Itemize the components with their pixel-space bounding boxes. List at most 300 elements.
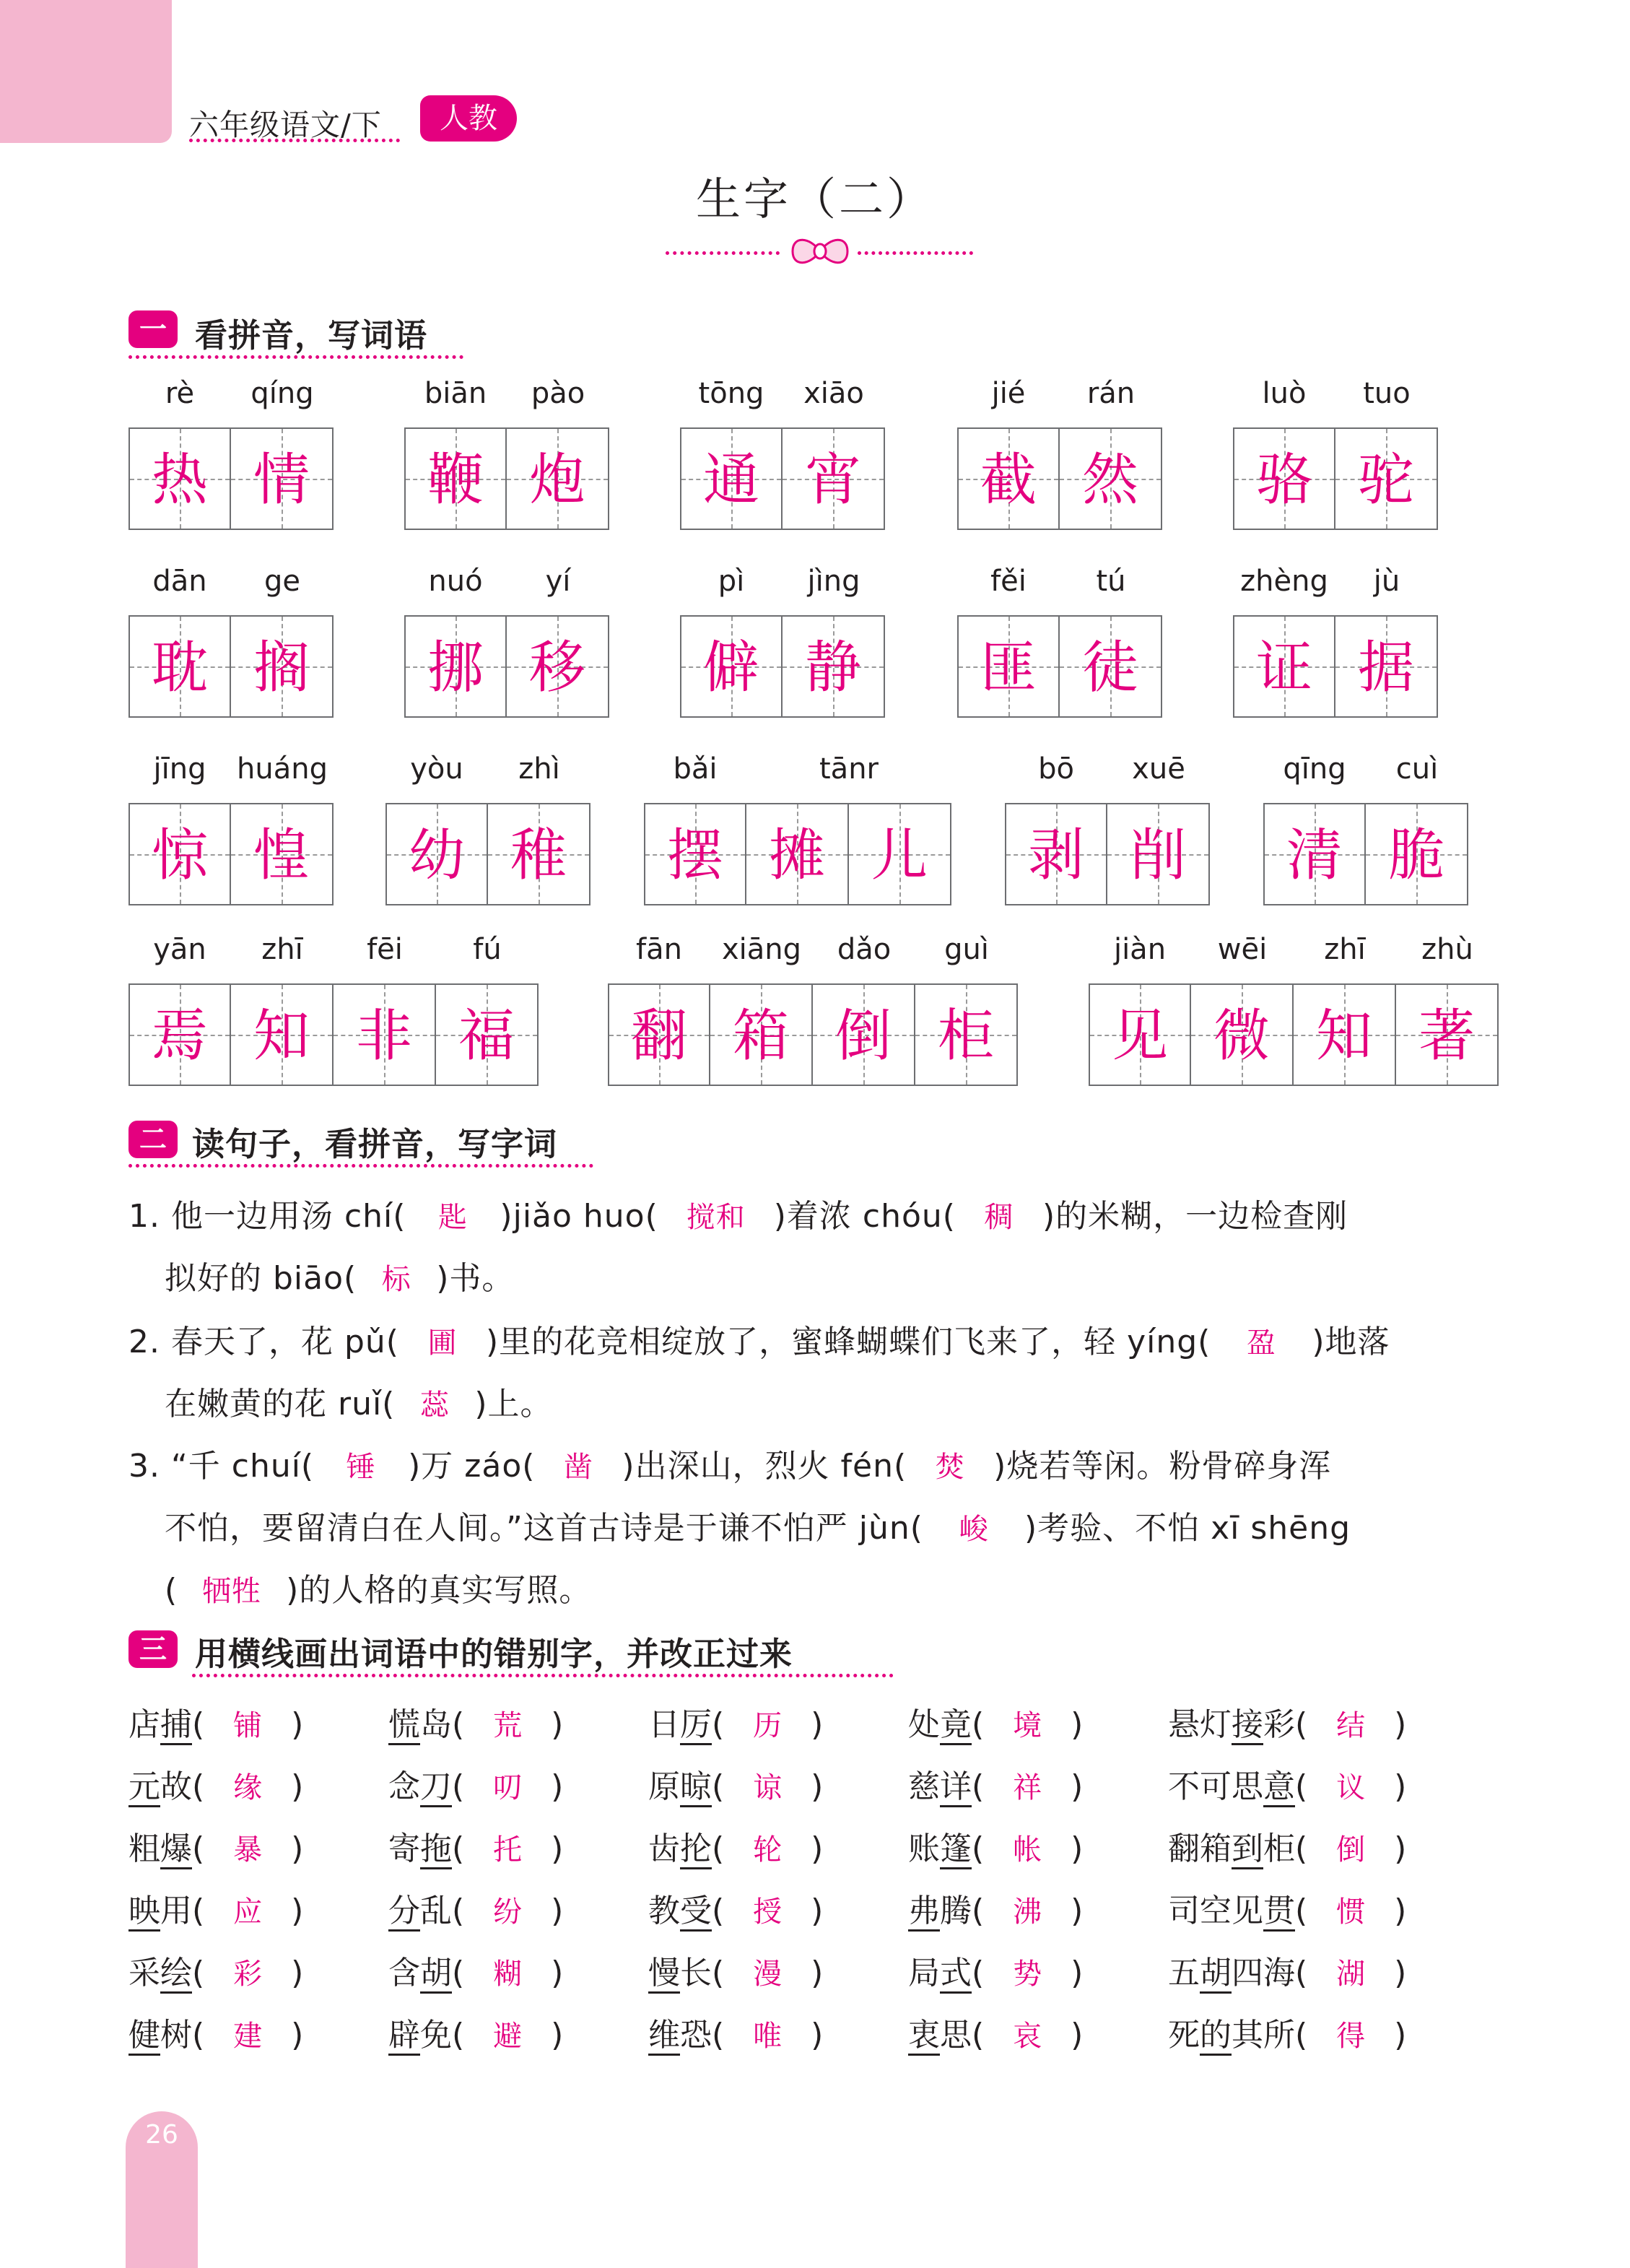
- open-paren: (: [712, 1706, 725, 1743]
- pinyin-label: tú: [1096, 565, 1126, 598]
- word-text: 不可思: [1168, 1768, 1263, 1805]
- wrong-character[interactable]: 刀: [420, 1768, 452, 1807]
- tianzige-cell[interactable]: [488, 803, 590, 905]
- answer-blank[interactable]: 稠: [984, 1201, 1014, 1234]
- typo-item: [388, 1698, 563, 1745]
- tianzige-cell[interactable]: [1263, 803, 1366, 905]
- tianzige-cell[interactable]: [231, 983, 334, 1086]
- wrong-character[interactable]: 受: [680, 1893, 712, 1932]
- correction-blank[interactable]: 暴: [233, 1833, 263, 1867]
- tianzige-cell[interactable]: [915, 983, 1018, 1086]
- answer-character: 箱: [732, 1004, 789, 1069]
- wrong-character[interactable]: 维: [648, 2017, 680, 2056]
- wrong-character[interactable]: 贯: [1263, 1893, 1295, 1932]
- pinyin-label: bǎi: [673, 752, 718, 786]
- tianzige-word-box: [644, 803, 951, 905]
- wrong-character[interactable]: 弗: [908, 1893, 940, 1932]
- tianzige-cell[interactable]: [680, 615, 783, 718]
- correction-blank[interactable]: 叨: [493, 1771, 523, 1804]
- pinyin-label: pào: [531, 377, 585, 410]
- word-text: 悬灯: [1168, 1706, 1232, 1743]
- section2-title: 读句子，看拼音，写字词: [192, 1125, 558, 1163]
- sentence-text: )出深山，烈火 fén(: [622, 1448, 907, 1485]
- typo-item: [388, 1947, 563, 1993]
- pinyin-label: guì: [944, 933, 989, 966]
- wrong-character[interactable]: 胡: [420, 1955, 452, 1994]
- typo-item: [128, 1698, 303, 1745]
- tianzige-cell[interactable]: [385, 803, 488, 905]
- open-paren: (: [972, 1706, 985, 1743]
- answer-character: 摊: [768, 823, 825, 888]
- open-paren: (: [192, 1768, 205, 1805]
- answer-character: 然: [1081, 448, 1138, 513]
- correction-blank[interactable]: 彩: [233, 1958, 263, 1991]
- open-paren: (: [452, 1830, 465, 1867]
- close-paren: ): [1394, 1955, 1407, 1991]
- wrong-character[interactable]: 到: [1232, 1830, 1263, 1869]
- tianzige-cell[interactable]: [957, 427, 1060, 530]
- title-dots-right: [858, 251, 973, 255]
- pinyin-label: qíng: [250, 377, 314, 410]
- wrong-character[interactable]: 爆: [160, 1830, 192, 1869]
- answer-character: 福: [458, 1004, 515, 1069]
- correction-blank[interactable]: 沸: [1013, 1895, 1042, 1929]
- wrong-character[interactable]: 绘: [160, 1955, 192, 1994]
- correction-blank[interactable]: 托: [493, 1833, 523, 1867]
- close-paren: ): [1071, 1768, 1084, 1805]
- answer-blank[interactable]: 牺牲: [202, 1575, 262, 1608]
- typo-item: [128, 1885, 303, 1931]
- sentence-text: )万 záo(: [408, 1448, 536, 1485]
- close-paren: ): [1394, 1706, 1407, 1743]
- section3-badge: 三: [128, 1630, 178, 1668]
- tianzige-cell[interactable]: [404, 427, 507, 530]
- wrong-character[interactable]: 式: [940, 1955, 972, 1994]
- wrong-character[interactable]: 分: [388, 1893, 420, 1932]
- close-paren: ): [291, 1893, 304, 1929]
- grade-label: 六年级语文/下: [189, 108, 382, 142]
- sentence-line: [128, 1440, 1331, 1486]
- word-text: 原: [648, 1768, 680, 1805]
- open-paren: (: [712, 2017, 725, 2054]
- answer-blank[interactable]: 搅和: [686, 1201, 746, 1234]
- sentence-text: 在嫩黄的花 ruǐ(: [165, 1386, 396, 1422]
- close-paren: ): [551, 1830, 564, 1867]
- correction-blank[interactable]: 建: [233, 2020, 263, 2053]
- answer-character: 宵: [804, 448, 861, 513]
- typo-item: [1168, 1760, 1406, 1807]
- word-text: 柜: [1263, 1830, 1295, 1867]
- sentence-text: 拟好的 biāo(: [165, 1260, 357, 1297]
- open-paren: (: [1295, 1893, 1308, 1929]
- wrong-character[interactable]: 拖: [420, 1830, 452, 1869]
- tianzige-cell[interactable]: [1107, 803, 1210, 905]
- tianzige-cell[interactable]: [404, 615, 507, 718]
- correction-blank[interactable]: 结: [1336, 1709, 1366, 1742]
- tianzige-cell[interactable]: [507, 615, 609, 718]
- wrong-character[interactable]: 抡: [680, 1830, 712, 1869]
- correction-blank[interactable]: 哀: [1013, 2020, 1042, 2053]
- close-paren: ): [811, 2017, 824, 2054]
- sentence-line: [165, 1564, 591, 1610]
- tianzige-cell[interactable]: [1335, 427, 1438, 530]
- pinyin-label: bō: [1038, 752, 1074, 786]
- tianzige-cell[interactable]: [644, 803, 746, 905]
- pinyin-label: huáng: [237, 752, 328, 786]
- word-text: 粗: [128, 1830, 160, 1867]
- pinyin-label: fú: [473, 933, 502, 966]
- tianzige-word-box: [404, 615, 609, 718]
- close-paren: ): [811, 1768, 824, 1805]
- word-text: 恐: [680, 2017, 712, 2054]
- tianzige-cell[interactable]: [128, 427, 231, 530]
- tianzige-cell[interactable]: [710, 983, 813, 1086]
- tianzige-cell[interactable]: [1060, 615, 1162, 718]
- wrong-character[interactable]: 的: [1200, 2017, 1232, 2056]
- tianzige-cell[interactable]: [128, 983, 231, 1086]
- close-paren: ): [291, 2017, 304, 2054]
- answer-blank[interactable]: 蕊: [419, 1389, 450, 1422]
- pinyin-label: cuì: [1395, 752, 1439, 786]
- tianzige-cell[interactable]: [231, 427, 334, 530]
- section2-underline: [128, 1164, 593, 1168]
- answer-character: 鞭: [427, 448, 484, 513]
- close-paren: ): [1394, 1830, 1407, 1867]
- word-text: 采: [128, 1955, 160, 1991]
- correction-blank[interactable]: 历: [753, 1709, 783, 1742]
- pinyin-label: wēi: [1217, 933, 1268, 966]
- tianzige-word-box: [128, 427, 334, 530]
- answer-blank[interactable]: 焚: [935, 1451, 965, 1484]
- typo-item: [1168, 2009, 1406, 2055]
- wrong-character[interactable]: 胡: [1200, 1955, 1232, 1994]
- wrong-character[interactable]: 元: [128, 1768, 160, 1807]
- correction-blank[interactable]: 荒: [493, 1709, 523, 1742]
- answer-character: 据: [1357, 635, 1414, 700]
- correction-blank[interactable]: 势: [1013, 1958, 1042, 1991]
- sentence-text: )地落: [1312, 1324, 1390, 1360]
- typo-item: [1168, 1947, 1406, 1993]
- answer-character: 焉: [151, 1004, 208, 1069]
- tianzige-word-box: [680, 427, 885, 530]
- sentence-text: )书。: [436, 1260, 515, 1297]
- pinyin-label: dān: [152, 565, 207, 598]
- word-text: 翻箱: [1168, 1830, 1232, 1867]
- publisher-badge: 人教: [420, 95, 517, 142]
- pinyin-label: rán: [1086, 377, 1136, 410]
- answer-character: 挪: [427, 635, 484, 700]
- wrong-character[interactable]: 慌: [388, 1706, 420, 1745]
- answer-character: 清: [1286, 823, 1343, 888]
- sentence-line: [165, 1502, 1351, 1548]
- answer-character: 匪: [980, 635, 1037, 700]
- tianzige-cell[interactable]: [783, 615, 885, 718]
- word-text: 日: [648, 1706, 680, 1743]
- tianzige-cell[interactable]: [334, 983, 436, 1086]
- word-text: 腾: [940, 1893, 972, 1929]
- open-paren: (: [972, 1955, 985, 1991]
- tianzige-cell[interactable]: [436, 983, 539, 1086]
- section1-title: 看拼音，写词语: [195, 316, 428, 355]
- close-paren: ): [291, 1955, 304, 1991]
- pinyin-label: jīng: [153, 752, 206, 786]
- open-paren: (: [192, 1955, 205, 1991]
- typo-item: [128, 1947, 303, 1993]
- answer-character: 通: [702, 448, 759, 513]
- wrong-character[interactable]: 健: [128, 2017, 160, 2056]
- sentence-text: )上。: [474, 1386, 553, 1422]
- correction-blank[interactable]: 应: [233, 1895, 263, 1929]
- answer-blank[interactable]: 标: [381, 1263, 411, 1296]
- typo-item: [648, 1698, 823, 1745]
- tianzige-word-box: [128, 983, 539, 1086]
- pinyin-label: yí: [545, 565, 571, 598]
- wrong-character[interactable]: 竟: [940, 1706, 972, 1745]
- sentence-text: )的米糊，一边检查刚: [1042, 1198, 1348, 1235]
- tianzige-word-box: [680, 615, 885, 718]
- word-text: 树: [160, 2017, 192, 2054]
- pinyin-label: luò: [1262, 377, 1307, 410]
- section3-title: 用横线画出词语中的错别字，并改正过来: [195, 1635, 793, 1673]
- tianzige-cell[interactable]: [231, 803, 334, 905]
- wrong-character[interactable]: 详: [940, 1768, 972, 1807]
- typo-item: [388, 1822, 563, 1869]
- typo-item: [1168, 1885, 1406, 1931]
- answer-blank[interactable]: 锤: [346, 1451, 376, 1484]
- tianzige-cell[interactable]: [1089, 983, 1191, 1086]
- answer-blank[interactable]: 匙: [437, 1201, 468, 1234]
- word-text: 故: [160, 1768, 192, 1805]
- tianzige-word-box: [1089, 983, 1499, 1086]
- answer-character: 倒: [834, 1004, 892, 1069]
- tianzige-cell[interactable]: [231, 615, 334, 718]
- answer-character: 截: [980, 448, 1037, 513]
- correction-blank[interactable]: 得: [1336, 2020, 1366, 2053]
- tianzige-word-box: [404, 427, 609, 530]
- tianzige-cell[interactable]: [1335, 615, 1438, 718]
- answer-character: 脆: [1387, 823, 1444, 888]
- tianzige-cell[interactable]: [1191, 983, 1294, 1086]
- correction-blank[interactable]: 唯: [753, 2020, 783, 2053]
- typo-item: [648, 1760, 823, 1807]
- open-paren: (: [452, 2017, 465, 2054]
- tianzige-cell[interactable]: [1396, 983, 1499, 1086]
- tianzige-cell[interactable]: [957, 615, 1060, 718]
- typo-item: [908, 1885, 1083, 1931]
- sentence-text: )里的花竞相绽放了，蜜蜂蝴蝶们飞来了，轻 yíng(: [485, 1324, 1211, 1360]
- word-text: 岛: [420, 1706, 452, 1743]
- word-text: 彩: [1263, 1706, 1295, 1743]
- word-text: 慈: [908, 1768, 940, 1805]
- pinyin-label: yān: [153, 933, 206, 966]
- wrong-character[interactable]: 辟: [388, 2017, 420, 2056]
- tianzige-cell[interactable]: [1294, 983, 1396, 1086]
- tianzige-word-box: [608, 983, 1018, 1086]
- answer-character: 翻: [630, 1004, 687, 1069]
- pinyin-label: ge: [264, 565, 300, 598]
- tianzige-cell[interactable]: [1060, 427, 1162, 530]
- sentence-text: )的人格的真实写照。: [286, 1572, 592, 1609]
- tianzige-word-box: [957, 615, 1162, 718]
- pinyin-label: pì: [718, 565, 745, 598]
- close-paren: ): [291, 1830, 304, 1867]
- typo-item: [908, 1760, 1083, 1807]
- close-paren: ): [551, 1955, 564, 1991]
- word-text: 念: [388, 1768, 420, 1805]
- close-paren: ): [1071, 1706, 1084, 1743]
- typo-item: [908, 2009, 1083, 2055]
- correction-blank[interactable]: 缘: [233, 1771, 263, 1804]
- section1-badge: 一: [128, 310, 178, 348]
- answer-character: 削: [1129, 823, 1186, 888]
- typo-item: [648, 2009, 823, 2055]
- title-dots-left: [666, 251, 780, 255]
- tianzige-word-box: [1005, 803, 1210, 905]
- word-text: 齿: [648, 1830, 680, 1867]
- answer-character: 情: [253, 448, 310, 513]
- typo-item: [908, 1947, 1083, 1993]
- wrong-character[interactable]: 捕: [160, 1706, 192, 1745]
- close-paren: ): [551, 1768, 564, 1805]
- close-paren: ): [1394, 1893, 1407, 1929]
- pinyin-label: tōng: [698, 377, 764, 410]
- close-paren: ): [1071, 2017, 1084, 2054]
- sentence-text: )烧若等闲。粉骨碎身浑: [993, 1448, 1332, 1485]
- answer-character: 搁: [253, 635, 310, 700]
- answer-character: 幼: [408, 823, 465, 888]
- close-paren: ): [811, 1893, 824, 1929]
- correction-blank[interactable]: 谅: [753, 1771, 783, 1804]
- wrong-character[interactable]: 厉: [680, 1706, 712, 1745]
- answer-character: 静: [804, 635, 861, 700]
- wrong-character[interactable]: 晾: [680, 1768, 712, 1807]
- correction-blank[interactable]: 议: [1336, 1771, 1366, 1804]
- tianzige-word-box: [1233, 615, 1438, 718]
- tianzige-cell[interactable]: [507, 427, 609, 530]
- answer-character: 骆: [1255, 448, 1312, 513]
- wrong-character[interactable]: 篷: [940, 1830, 972, 1869]
- tianzige-word-box: [385, 803, 590, 905]
- sentence-line: [128, 1190, 1348, 1236]
- tianzige-cell[interactable]: [1233, 615, 1335, 718]
- wrong-character[interactable]: 映: [128, 1893, 160, 1932]
- word-text: 账: [908, 1830, 940, 1867]
- correction-blank[interactable]: 避: [493, 2020, 523, 2053]
- tianzige-cell[interactable]: [680, 427, 783, 530]
- answer-blank[interactable]: 圃: [427, 1326, 458, 1360]
- typo-item: [388, 2009, 563, 2055]
- answer-blank[interactable]: 凿: [563, 1451, 593, 1484]
- typo-item: [128, 2009, 303, 2055]
- tianzige-word-box: [1263, 803, 1468, 905]
- pinyin-label: yòu: [410, 752, 463, 786]
- answer-blank[interactable]: 盈: [1246, 1326, 1276, 1360]
- correction-blank[interactable]: 帐: [1013, 1833, 1042, 1867]
- wrong-character[interactable]: 慢: [648, 1955, 680, 1994]
- correction-blank[interactable]: 倒: [1336, 1833, 1366, 1867]
- correction-blank[interactable]: 惯: [1336, 1895, 1366, 1929]
- answer-character: 非: [355, 1004, 412, 1069]
- pinyin-label: qīng: [1283, 752, 1346, 786]
- wrong-character[interactable]: 意: [1263, 1768, 1295, 1807]
- tianzige-cell[interactable]: [849, 803, 951, 905]
- word-text: 司空见: [1168, 1893, 1263, 1929]
- open-paren: (: [972, 1830, 985, 1867]
- answer-blank[interactable]: 峻: [959, 1513, 989, 1546]
- open-paren: (: [1295, 1830, 1308, 1867]
- answer-character: 儿: [871, 823, 928, 888]
- open-paren: (: [192, 1830, 205, 1867]
- open-paren: (: [1295, 1955, 1308, 1991]
- word-text: 四海: [1232, 1955, 1295, 1991]
- close-paren: ): [551, 1893, 564, 1929]
- typo-item: [648, 1947, 823, 1993]
- tianzige-cell[interactable]: [813, 983, 915, 1086]
- tianzige-word-box: [957, 427, 1162, 530]
- word-text: 长: [680, 1955, 712, 1991]
- pinyin-label: nuó: [428, 565, 483, 598]
- correction-blank[interactable]: 授: [753, 1895, 783, 1929]
- answer-character: 惊: [151, 823, 208, 888]
- correction-blank[interactable]: 祥: [1013, 1771, 1042, 1804]
- tianzige-cell[interactable]: [1005, 803, 1107, 905]
- correction-blank[interactable]: 轮: [753, 1833, 783, 1867]
- pinyin-label: fēi: [367, 933, 403, 966]
- open-paren: (: [1295, 2017, 1308, 2054]
- word-text: 五: [1168, 1955, 1200, 1991]
- pinyin-label: xuē: [1132, 752, 1185, 786]
- answer-character: 徒: [1081, 635, 1138, 700]
- typo-item: [128, 1822, 303, 1869]
- correction-blank[interactable]: 境: [1013, 1709, 1042, 1742]
- open-paren: (: [452, 1893, 465, 1929]
- correction-blank[interactable]: 湖: [1336, 1958, 1366, 1991]
- correction-blank[interactable]: 铺: [233, 1709, 263, 1742]
- corner-tab: [0, 0, 172, 143]
- close-paren: ): [1394, 1768, 1407, 1805]
- typo-item: [648, 1885, 823, 1931]
- correction-blank[interactable]: 糊: [493, 1958, 523, 1991]
- word-text: 死: [1168, 2017, 1200, 2054]
- sentence-text: 不怕，要留清白在人间。”这首古诗是于谦不怕严 jùn(: [165, 1510, 923, 1547]
- tianzige-cell[interactable]: [608, 983, 710, 1086]
- grade-underline: [189, 139, 400, 142]
- tianzige-cell[interactable]: [128, 615, 231, 718]
- pinyin-label: dǎo: [837, 933, 892, 966]
- open-paren: (: [192, 1893, 205, 1929]
- wrong-character[interactable]: 衷: [908, 2017, 940, 2056]
- word-text: 寄: [388, 1830, 420, 1867]
- tianzige-cell[interactable]: [128, 803, 231, 905]
- correction-blank[interactable]: 漫: [753, 1958, 783, 1991]
- word-text: 乱: [420, 1893, 452, 1929]
- tianzige-cell[interactable]: [783, 427, 885, 530]
- tianzige-cell[interactable]: [1233, 427, 1335, 530]
- pinyin-label: tānr: [819, 752, 879, 786]
- wrong-character[interactable]: 接: [1232, 1706, 1263, 1745]
- correction-blank[interactable]: 纷: [493, 1895, 523, 1929]
- sentence-text: 1. 他一边用汤 chí(: [128, 1198, 406, 1235]
- tianzige-cell[interactable]: [1366, 803, 1468, 905]
- pinyin-label: xiāng: [721, 933, 802, 966]
- tianzige-cell[interactable]: [746, 803, 849, 905]
- answer-character: 惶: [253, 823, 310, 888]
- sentence-text: )考验、不怕 xī shēng: [1024, 1510, 1351, 1547]
- close-paren: ): [551, 2017, 564, 2054]
- word-text: 思: [940, 2017, 972, 2054]
- close-paren: ): [551, 1706, 564, 1743]
- typo-item: [1168, 1822, 1406, 1869]
